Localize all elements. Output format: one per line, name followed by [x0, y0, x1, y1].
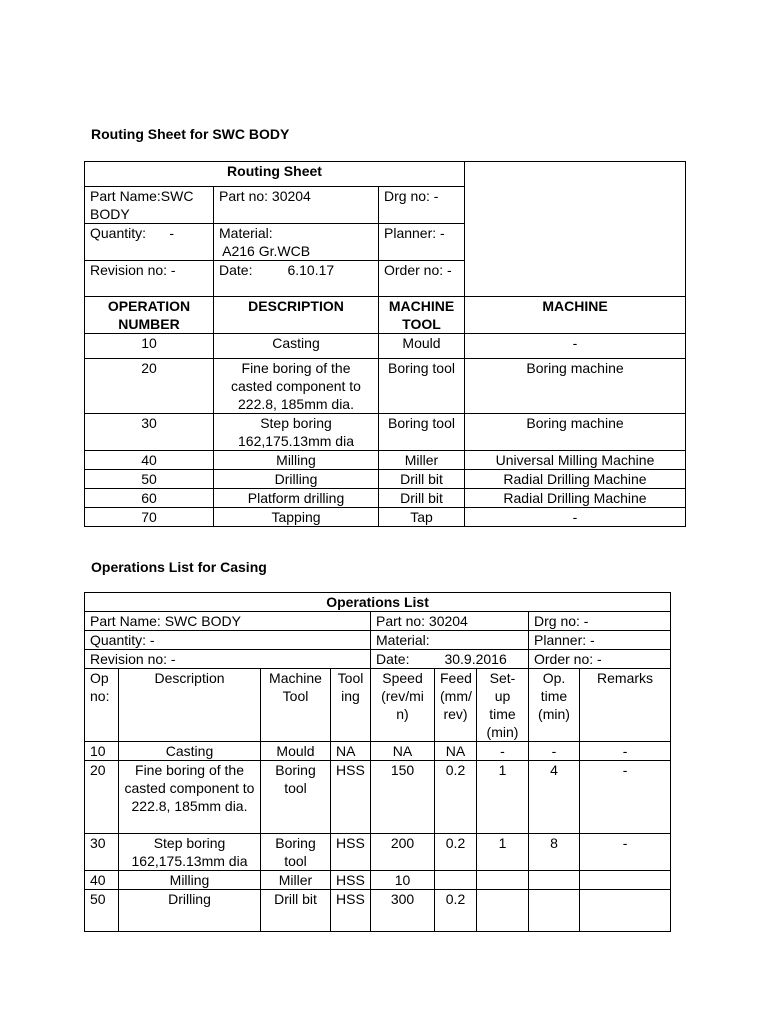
ops-feed-cell: 0.2	[435, 834, 477, 871]
routing-machine-cell: -	[465, 508, 686, 527]
ops-tool-cell: Boring tool	[261, 761, 331, 834]
ops-op-cell: 20	[85, 761, 119, 834]
routing-order-no: Order no: -	[379, 261, 465, 297]
routing-desc-cell: Milling	[214, 451, 379, 470]
routing-desc-cell: Fine boring of the casted component to 222.8, 185mm dia.	[214, 359, 379, 414]
ops-planner: Planner: -	[529, 631, 671, 650]
ops-part-no: Part no: 30204	[371, 612, 529, 631]
ops-remarks-cell: -	[580, 834, 671, 871]
table-row	[85, 834, 671, 871]
ops-col-machine-tool: Machine Tool	[261, 669, 331, 742]
routing-date: Date: 6.10.17	[214, 261, 379, 297]
ops-col-remarks: Remarks	[580, 669, 671, 742]
ops-part-name: Part Name: SWC BODY	[85, 612, 371, 631]
ops-speed-cell: 150	[371, 761, 435, 834]
ops-col-op-time: Op. time (min)	[529, 669, 580, 742]
ops-feed-cell: NA	[435, 742, 477, 761]
routing-part-name: Part Name:SWC BODY	[85, 187, 214, 224]
ops-tooling-cell: HSS	[331, 890, 371, 932]
routing-col-machine: MACHINE	[465, 297, 686, 334]
routing-sheet-title: Routing Sheet for SWC BODY	[91, 126, 290, 142]
routing-col-operation-number: OPERATION NUMBER	[85, 297, 214, 334]
ops-order-no: Order no: -	[529, 650, 671, 669]
table-row	[85, 470, 686, 489]
routing-quantity: Quantity: -	[85, 224, 214, 261]
ops-revision-no: Revision no: -	[85, 650, 371, 669]
routing-desc-cell: Drilling	[214, 470, 379, 489]
ops-setup-cell: -	[477, 742, 529, 761]
ops-date: Date: 30.9.2016	[371, 650, 529, 669]
routing-sheet-table	[84, 161, 686, 527]
ops-tooling-cell: HSS	[331, 834, 371, 871]
ops-tool-cell: Drill bit	[261, 890, 331, 932]
routing-tool-cell: Drill bit	[379, 470, 465, 489]
ops-setup-cell: 1	[477, 834, 529, 871]
ops-feed-cell	[435, 871, 477, 890]
ops-col-feed: Feed (mm/ rev)	[435, 669, 477, 742]
ops-speed-cell: 10	[371, 871, 435, 890]
ops-remarks-cell: -	[580, 761, 671, 834]
routing-col-description: DESCRIPTION	[214, 297, 379, 334]
ops-desc-cell: Casting	[119, 742, 261, 761]
ops-optime-cell: -	[529, 742, 580, 761]
routing-op-cell: 10	[85, 334, 214, 359]
ops-speed-cell: 200	[371, 834, 435, 871]
ops-optime-cell	[529, 871, 580, 890]
ops-quantity: Quantity: -	[85, 631, 371, 650]
operations-list-header: Operations List	[85, 593, 671, 612]
routing-op-cell: 40	[85, 451, 214, 470]
ops-setup-cell	[477, 871, 529, 890]
ops-col-speed: Speed (rev/mi n)	[371, 669, 435, 742]
ops-remarks-cell	[580, 871, 671, 890]
routing-op-cell: 20	[85, 359, 214, 414]
routing-machine-cell: -	[465, 334, 686, 359]
ops-desc-cell: Fine boring of the casted component to 222.8, 185mm dia.	[119, 761, 261, 834]
ops-op-cell: 50	[85, 890, 119, 932]
table-row	[85, 334, 686, 359]
ops-col-op-no: Op no:	[85, 669, 119, 742]
ops-col-setup-time: Set- up time (min)	[477, 669, 529, 742]
routing-desc-cell: Casting	[214, 334, 379, 359]
table-row	[85, 890, 671, 932]
routing-sheet-blank-cell	[465, 162, 686, 297]
table-row	[85, 742, 671, 761]
routing-col-machine-tool: MACHINE TOOL	[379, 297, 465, 334]
routing-tool-cell: Boring tool	[379, 414, 465, 451]
routing-machine-cell: Boring machine	[465, 359, 686, 414]
ops-desc-cell: Step boring 162,175.13mm dia	[119, 834, 261, 871]
ops-tooling-cell: HSS	[331, 871, 371, 890]
table-row	[85, 761, 671, 834]
table-row	[85, 489, 686, 508]
routing-desc-cell: Platform drilling	[214, 489, 379, 508]
ops-optime-cell	[529, 890, 580, 932]
table-row	[85, 871, 671, 890]
routing-desc-cell: Tapping	[214, 508, 379, 527]
table-row	[85, 359, 686, 414]
ops-tooling-cell: NA	[331, 742, 371, 761]
ops-setup-cell	[477, 890, 529, 932]
routing-op-cell: 70	[85, 508, 214, 527]
ops-op-cell: 10	[85, 742, 119, 761]
routing-sheet-header: Routing Sheet	[85, 162, 465, 187]
routing-tool-cell: Mould	[379, 334, 465, 359]
routing-machine-cell: Radial Drilling Machine	[465, 489, 686, 508]
routing-machine-cell: Universal Milling Machine	[465, 451, 686, 470]
ops-col-tooling: Tool ing	[331, 669, 371, 742]
ops-remarks-cell	[580, 890, 671, 932]
routing-machine-cell: Radial Drilling Machine	[465, 470, 686, 489]
routing-tool-cell: Drill bit	[379, 489, 465, 508]
routing-op-cell: 30	[85, 414, 214, 451]
table-row	[85, 508, 686, 527]
routing-machine-cell: Boring machine	[465, 414, 686, 451]
routing-tool-cell: Tap	[379, 508, 465, 527]
ops-tool-cell: Mould	[261, 742, 331, 761]
ops-tooling-cell: HSS	[331, 761, 371, 834]
ops-optime-cell: 8	[529, 834, 580, 871]
ops-desc-cell: Drilling	[119, 890, 261, 932]
routing-op-cell: 60	[85, 489, 214, 508]
ops-optime-cell: 4	[529, 761, 580, 834]
ops-remarks-cell: -	[580, 742, 671, 761]
ops-material: Material:	[371, 631, 529, 650]
operations-list-title: Operations List for Casing	[91, 559, 267, 575]
ops-op-cell: 30	[85, 834, 119, 871]
ops-speed-cell: NA	[371, 742, 435, 761]
ops-speed-cell: 300	[371, 890, 435, 932]
ops-drg-no: Drg no: -	[529, 612, 671, 631]
ops-tool-cell: Miller	[261, 871, 331, 890]
ops-tool-cell: Boring tool	[261, 834, 331, 871]
ops-desc-cell: Milling	[119, 871, 261, 890]
ops-feed-cell: 0.2	[435, 890, 477, 932]
table-row	[85, 451, 686, 470]
ops-col-description: Description	[119, 669, 261, 742]
ops-setup-cell: 1	[477, 761, 529, 834]
ops-op-cell: 40	[85, 871, 119, 890]
routing-drg-no: Drg no: -	[379, 187, 465, 224]
routing-part-no: Part no: 30204	[214, 187, 379, 224]
routing-tool-cell: Miller	[379, 451, 465, 470]
routing-material: Material: A216 Gr.WCB	[214, 224, 379, 261]
routing-revision-no: Revision no: -	[85, 261, 214, 297]
routing-desc-cell: Step boring 162,175.13mm dia	[214, 414, 379, 451]
routing-planner: Planner: -	[379, 224, 465, 261]
routing-tool-cell: Boring tool	[379, 359, 465, 414]
table-row	[85, 414, 686, 451]
routing-op-cell: 50	[85, 470, 214, 489]
operations-list-table	[84, 592, 671, 932]
ops-feed-cell: 0.2	[435, 761, 477, 834]
